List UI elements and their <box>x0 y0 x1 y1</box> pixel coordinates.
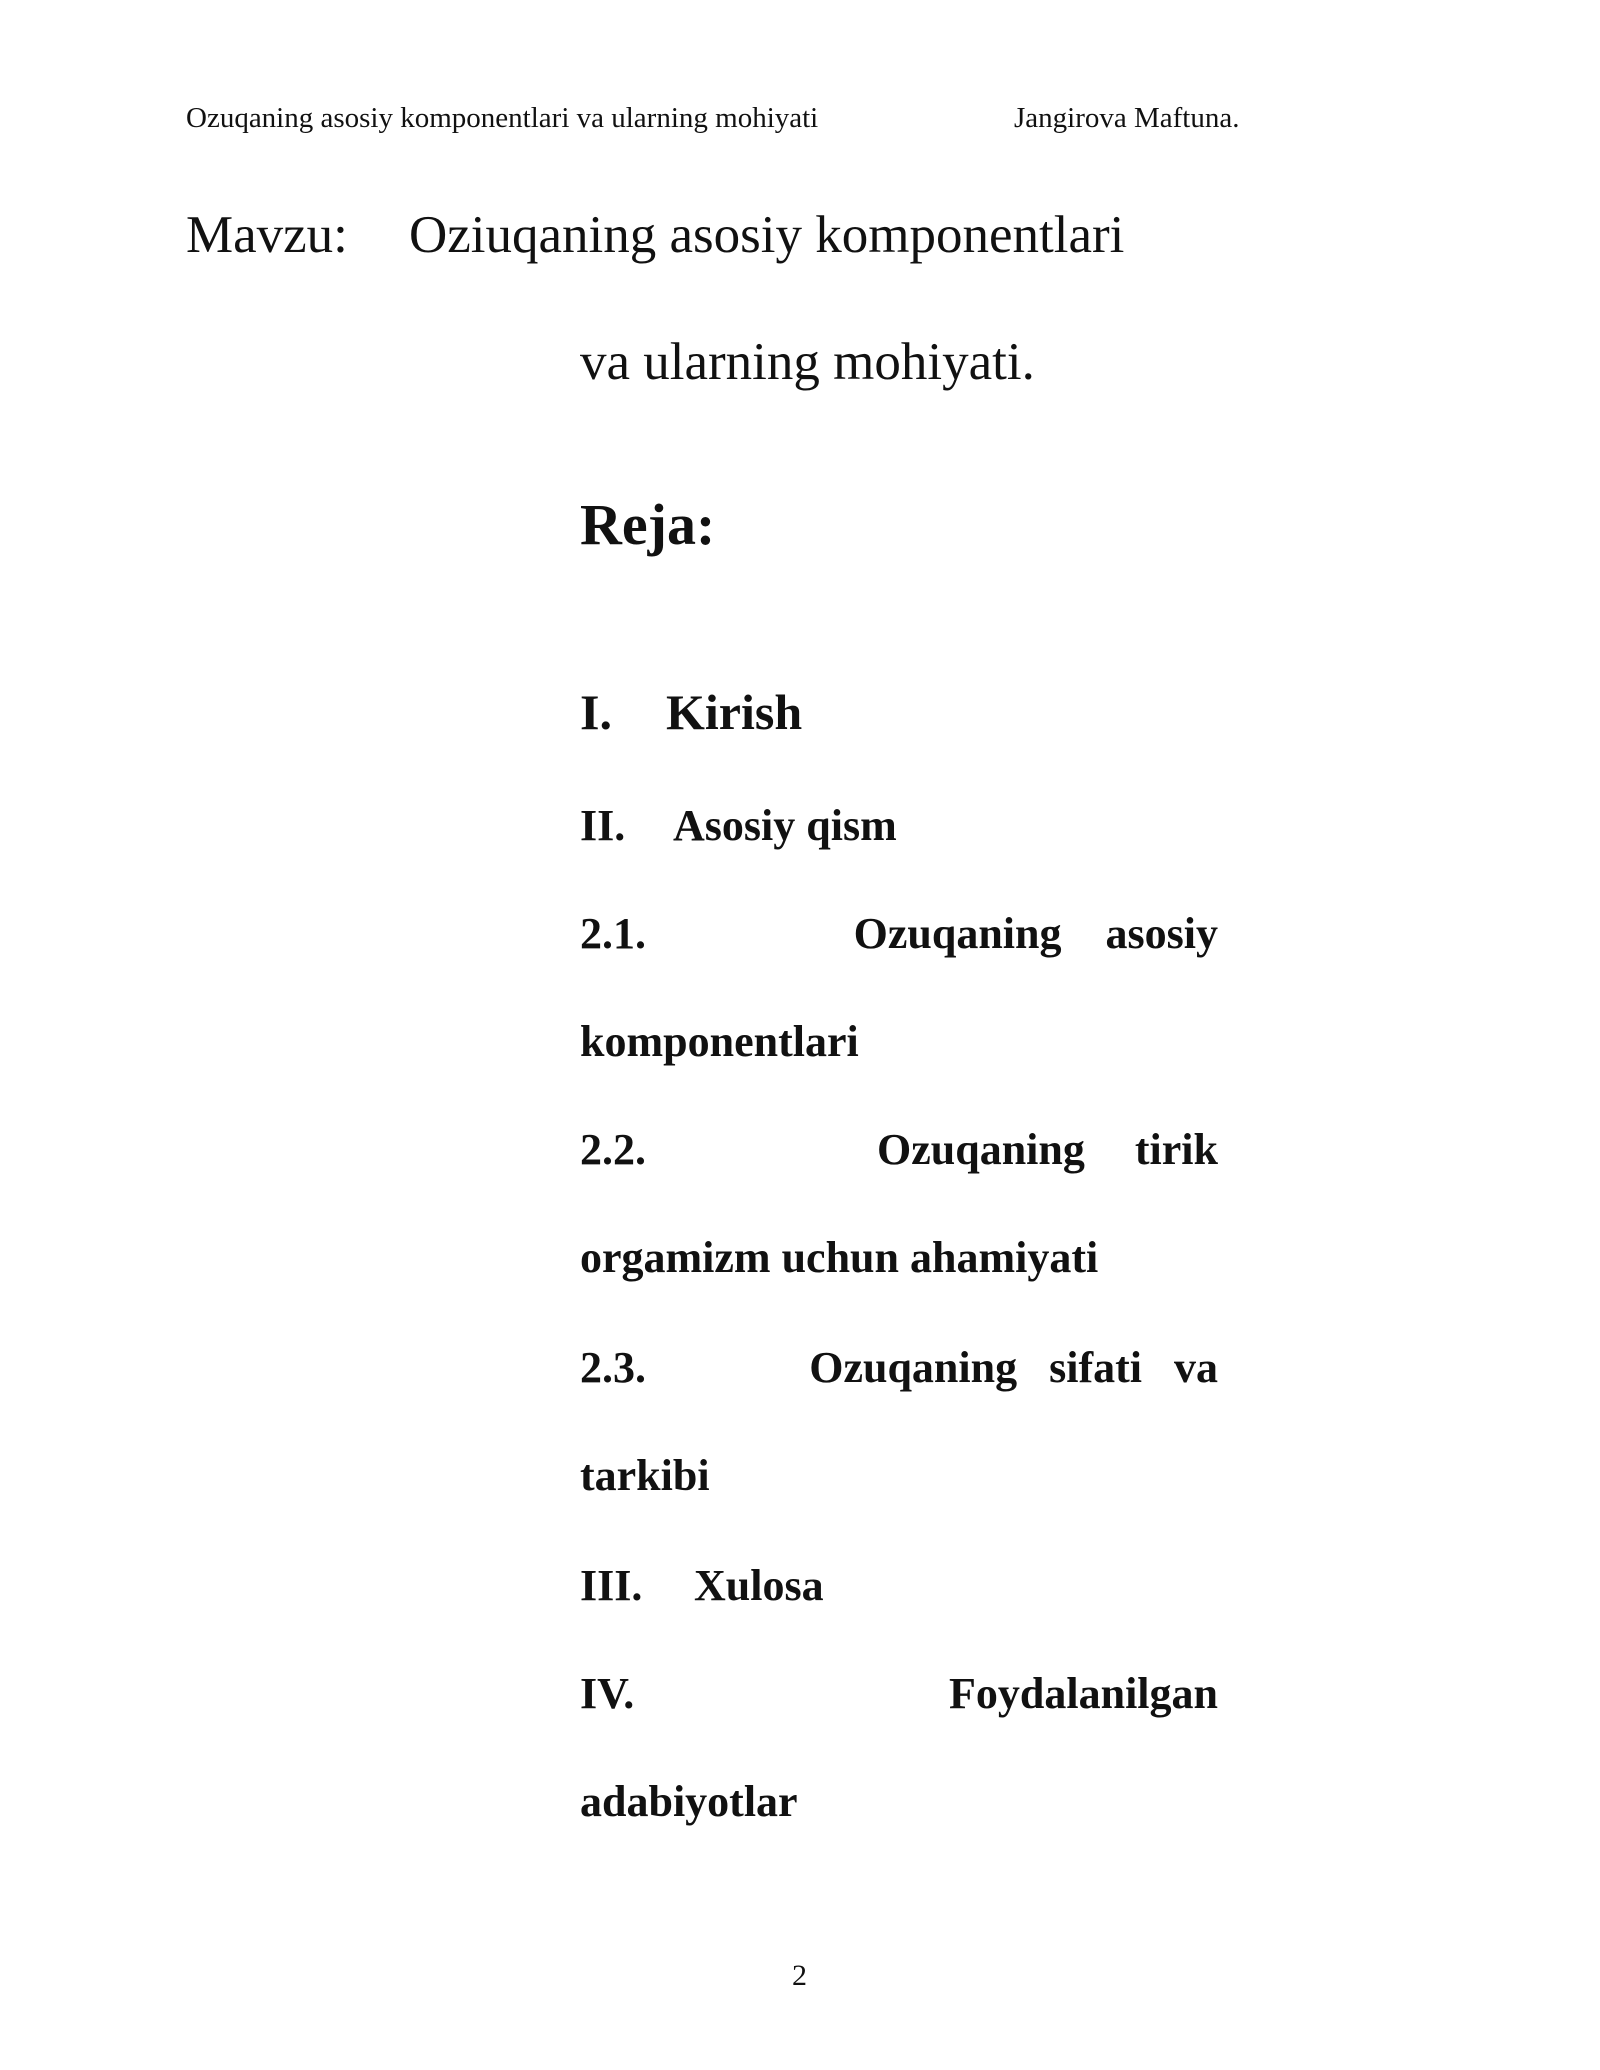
toc-item-2-3-number: 2.3. <box>580 1343 646 1392</box>
toc-item-2-3-word: va <box>1174 1343 1218 1392</box>
toc-item-2-1-continuation: komponentlari <box>580 1017 859 1066</box>
toc-item-2-3-word: Ozuqaning <box>809 1343 1018 1392</box>
toc-item-4-word: Foydalanilgan <box>949 1669 1218 1718</box>
toc-item-2-3-continuation: tarkibi <box>580 1451 710 1500</box>
toc-item-2-3 <box>580 1340 1218 1396</box>
topic-title-line2: va ularning mohiyati. <box>580 333 1035 391</box>
toc-item-2-3-word: sifati <box>1049 1343 1142 1392</box>
toc-item-2-1-number: 2.1. <box>580 909 646 958</box>
toc-item-3-number: III. <box>580 1561 643 1610</box>
page-number: 2 <box>792 1959 807 1992</box>
plan-heading: Reja: <box>580 492 716 557</box>
toc-item-2-2 <box>580 1122 1218 1178</box>
toc-item-2-1-word: asosiy <box>1105 909 1218 958</box>
toc-item-2-text: Asosiy qism <box>673 801 897 850</box>
toc-item-4 <box>580 1666 1218 1722</box>
toc-item-4-continuation: adabiyotlar <box>580 1777 798 1826</box>
toc-item-1-text: Kirish <box>666 684 803 740</box>
toc-item-2-2-continuation: orgamizm uchun ahamiyati <box>580 1233 1099 1282</box>
toc-item-4-number: IV. <box>580 1669 635 1718</box>
toc-item-2-1-word: Ozuqaning <box>853 909 1062 958</box>
toc-item-2-2-word: Ozuqaning <box>877 1125 1085 1174</box>
topic-title-line1: Oziuqaning asosiy komponentlari <box>409 206 1125 264</box>
toc-item-3-text: Xulosa <box>694 1561 824 1610</box>
toc-item-2-1 <box>580 906 1218 962</box>
topic-label: Mavzu: <box>186 206 348 264</box>
header-title: Ozuqaning asosiy komponentlari va ularning mohiyati <box>186 102 819 134</box>
toc-item-2-2-word: tirik <box>1134 1125 1218 1174</box>
toc-item-1-number: I. <box>580 684 612 740</box>
toc-item-2-number: II. <box>580 801 626 850</box>
header-author: Jangirova Maftuna. <box>1014 102 1240 134</box>
toc-item-2-2-number: 2.2. <box>580 1125 646 1174</box>
